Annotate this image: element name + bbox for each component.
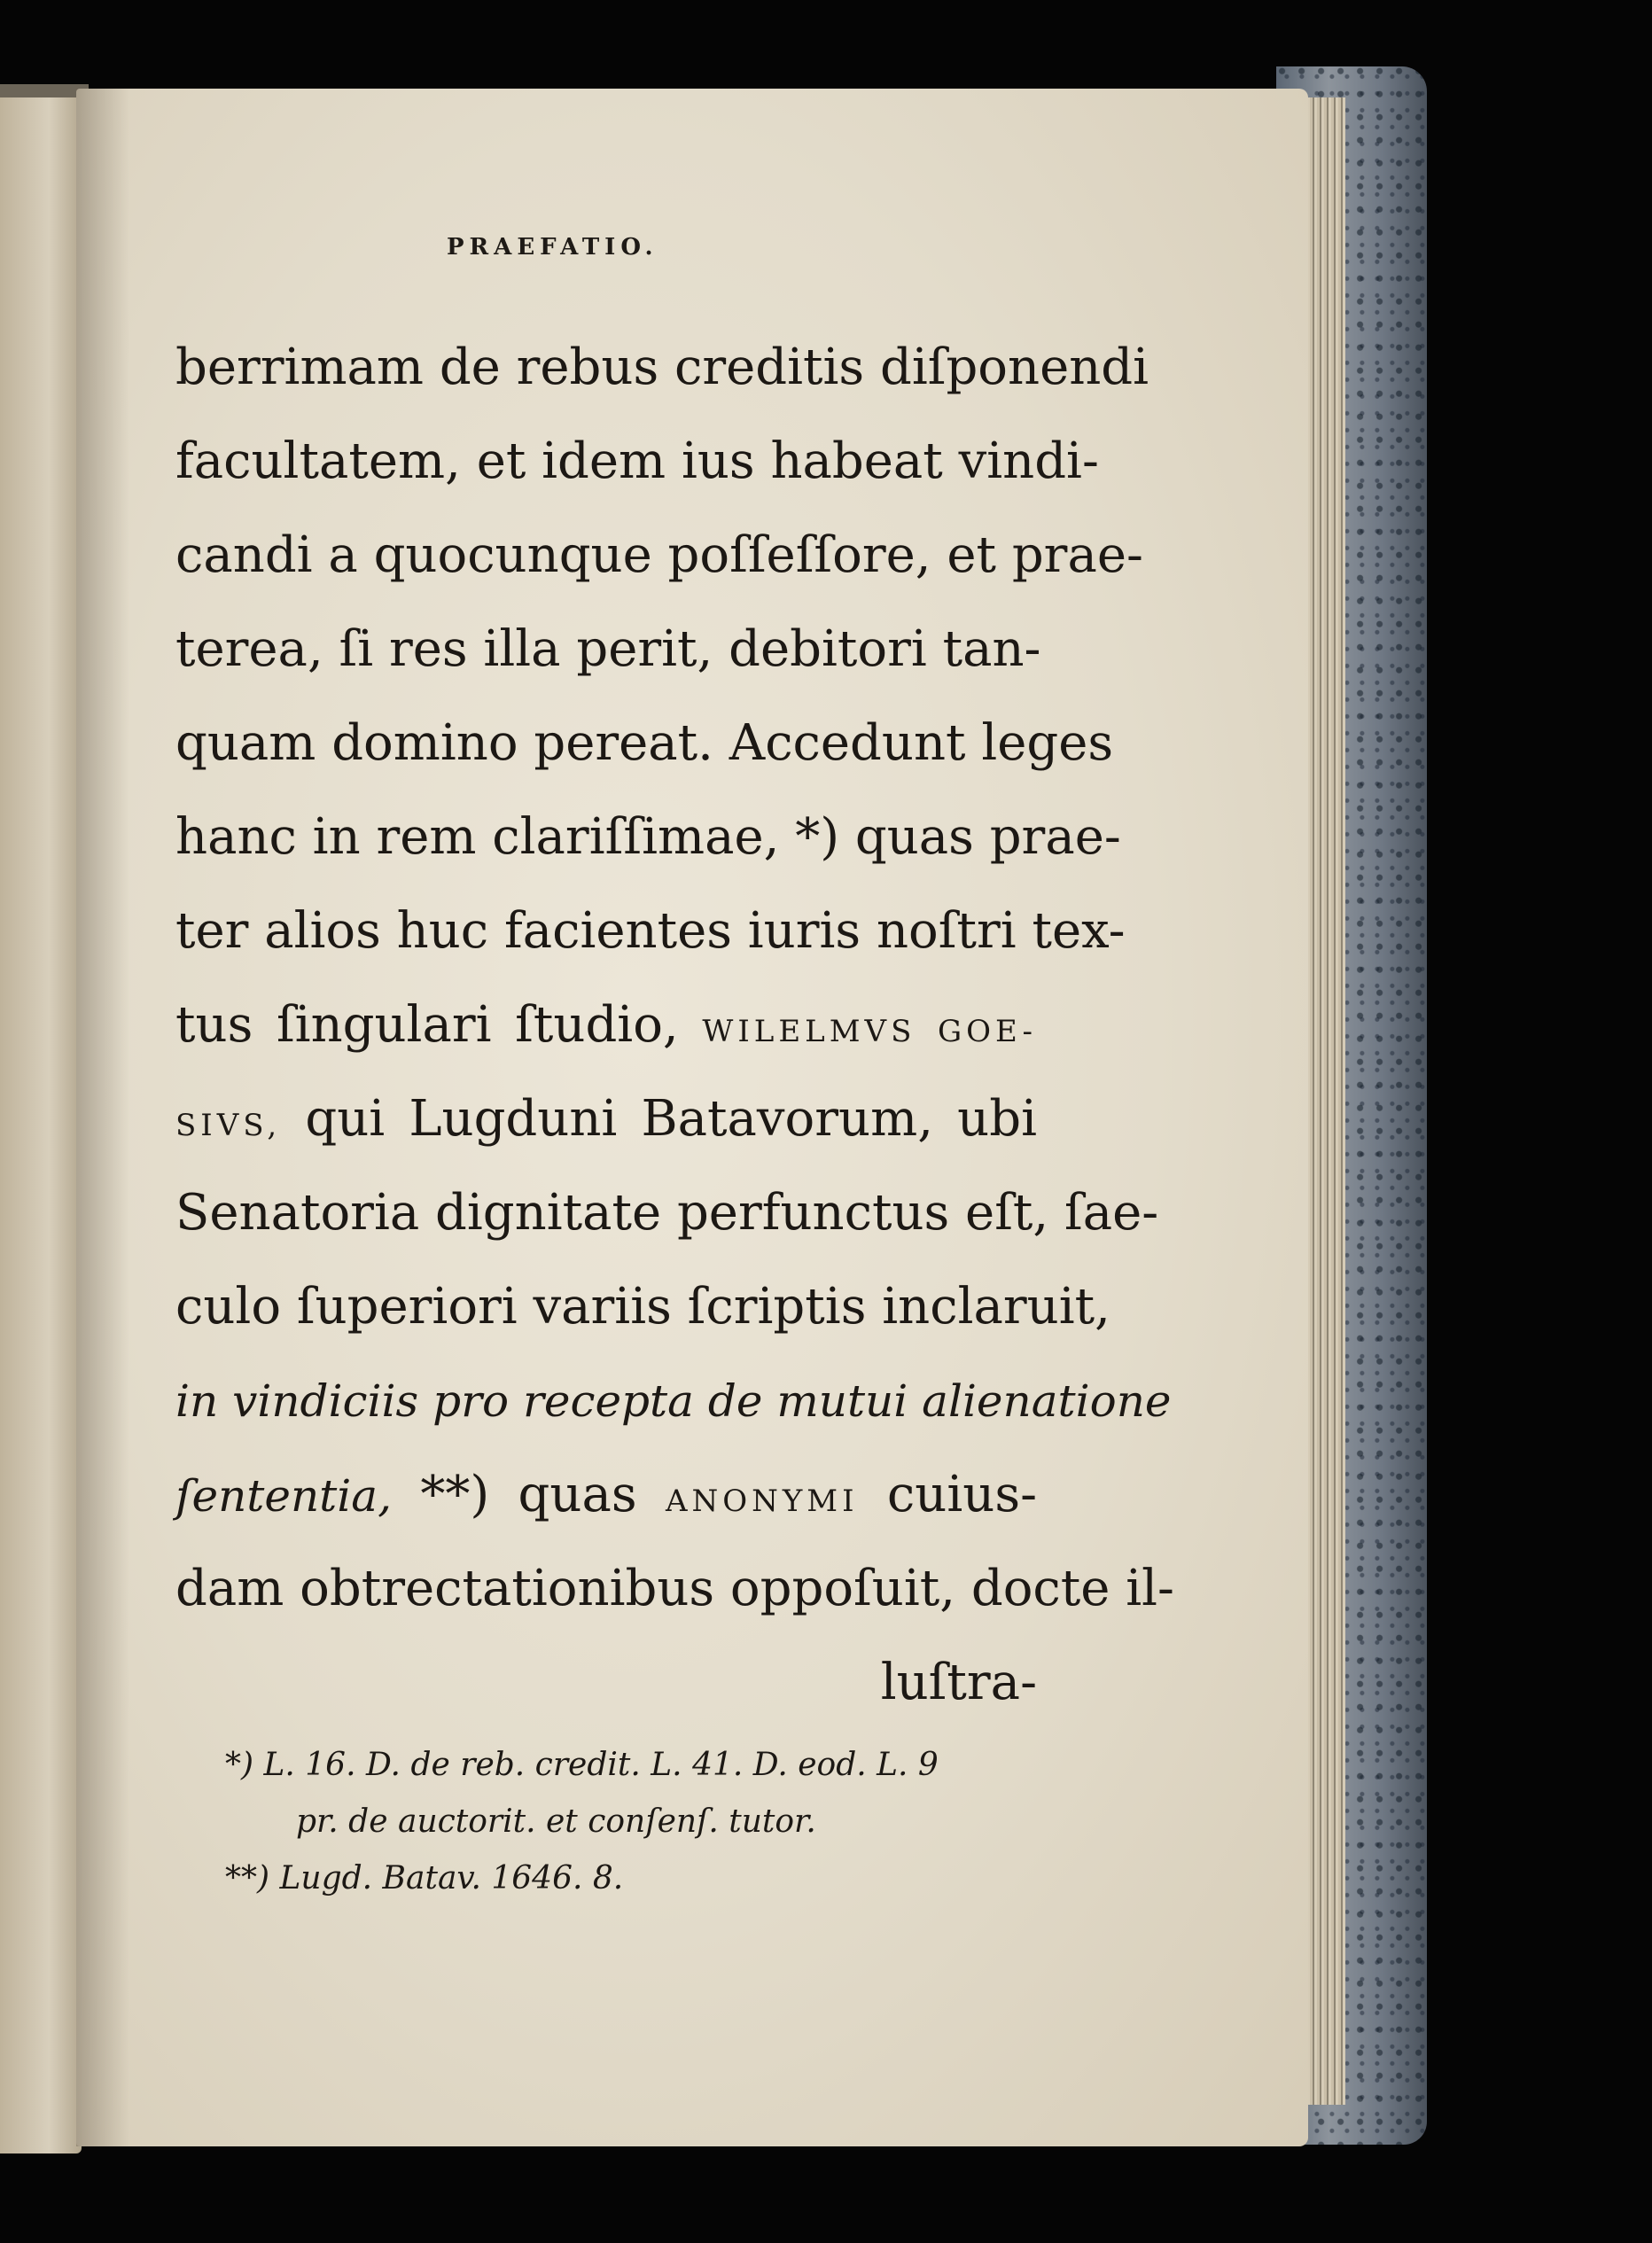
page-gutter: [76, 89, 129, 2146]
footnote-line: pr. de auctorit. et conſenſ. tutor.: [296, 1803, 816, 1840]
text-line: Senatoria dignitate perfunctus eſt, ſae-: [175, 1184, 1159, 1242]
left-page: [0, 97, 82, 2153]
text-segment: **) quas: [420, 1466, 637, 1523]
text-line: quam domino pereat. Accedunt leges: [175, 714, 1114, 772]
text-line: berrimam de rebus creditis diſponendi: [175, 339, 1149, 396]
smallcaps-name: WILELMVS GOE-: [702, 1014, 1037, 1049]
text-segment: qui Lugduni Batavorum, ubi: [305, 1090, 1037, 1148]
smallcaps-name: ANONYMI: [665, 1484, 859, 1519]
text-segment: tus ſingulari ſtudio,: [175, 996, 679, 1054]
text-line: culo ſuperiori variis ſcriptis inclaruit,: [175, 1278, 1110, 1336]
text-segment-italic: ſententia,: [175, 1470, 392, 1522]
running-header: PRAEFATIO.: [447, 234, 658, 261]
footnote-line: **) Lugd. Batav. 1646. 8.: [225, 1860, 624, 1896]
catchword: luſtra-: [880, 1654, 1037, 1711]
text-line: terea, ſi res illa perit, debitori tan-: [175, 620, 1041, 678]
text-segment: cuius-: [886, 1466, 1037, 1523]
text-line-italic: in vindiciis pro recepta de mutui alienatione: [175, 1375, 1172, 1427]
text-line: dam obtrectationibus oppoſuit, docte il-: [175, 1560, 1174, 1617]
text-line: [175, 978, 1037, 1072]
footnotes: [225, 1737, 939, 1907]
body-text: [175, 321, 1174, 1730]
text-line: hanc in rem clariſſimae, *) quas prae-: [175, 808, 1121, 866]
smallcaps-name: SIVS,: [175, 1108, 282, 1143]
text-line: [175, 1448, 1037, 1542]
text-line: ter alios huc facientes iuris noſtri tex-: [175, 902, 1126, 960]
text-line: facultatem, et idem ius habeat vindi-: [175, 432, 1099, 490]
text-line: candi a quocunque poſſeſſore, et prae-: [175, 526, 1143, 584]
text-line: [175, 1072, 1037, 1166]
footnote-line: *) L. 16. D. de reb. credit. L. 41. D. eod. L. 9: [225, 1747, 939, 1783]
